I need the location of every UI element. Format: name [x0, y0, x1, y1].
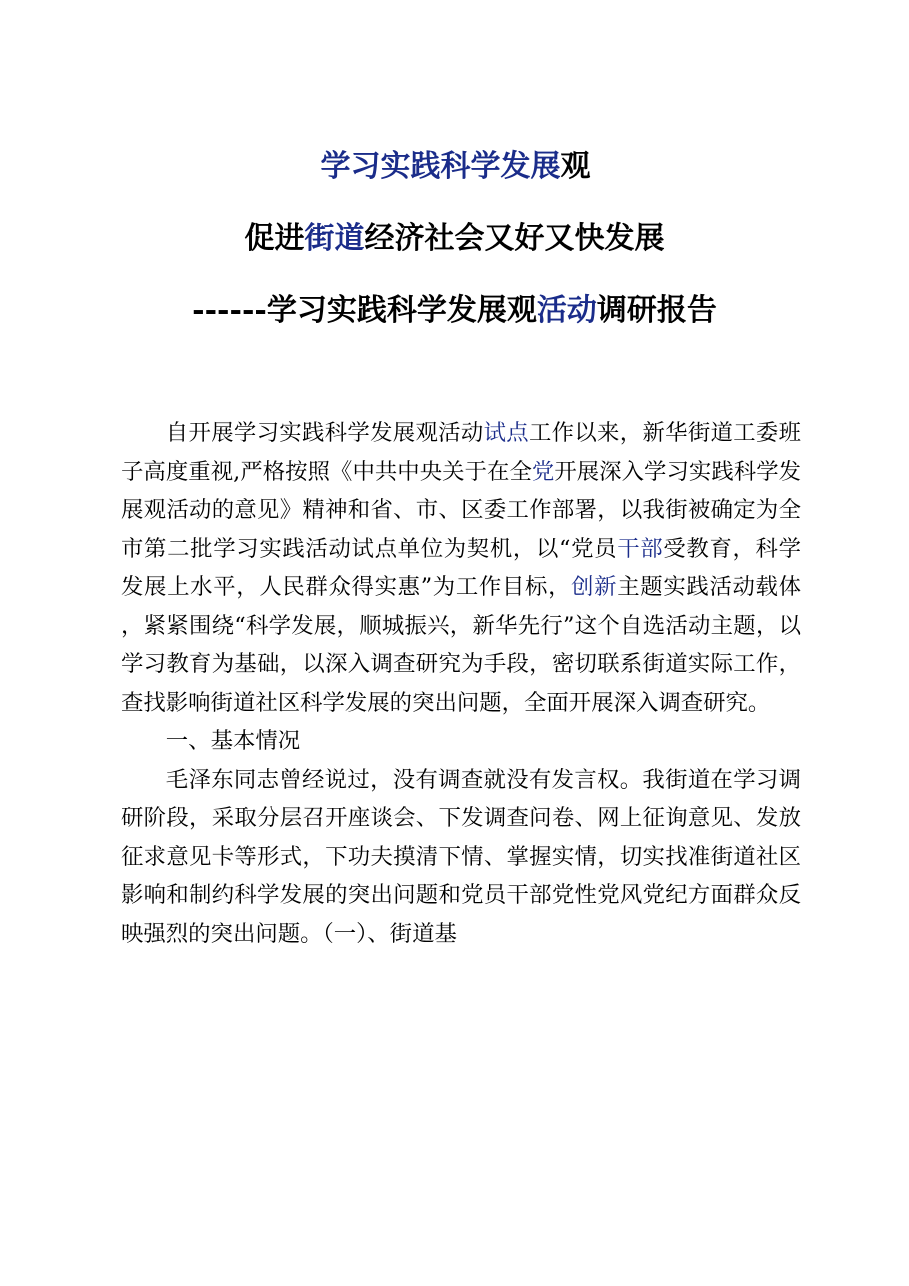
document-title	[0, 149, 909, 328]
para-3-seg-1: 毛泽东同志曾经说过，没有调查就没有发言权。我街道在学习调研阶段，采取分层召开座谈会、下发调查问卷、网上征询意见、发放征求意见卡等形式，下功夫摸清下情、掌握实情，切实找准街道社区影响和制约科学发展的突出问题和党员干部党性党风党纪方面群众反映强烈的突出问题。（一）、街道基	[121, 766, 801, 947]
para-1-seg-1: 自开展学习实践科学发展观活动	[165, 420, 484, 446]
paragraph-investigation	[121, 761, 801, 954]
title-line-2-seg-3: 经济社会又好又快发展	[364, 221, 665, 256]
title-line-3-seg-1: ------学习实践科学发展观	[192, 293, 537, 328]
title-line-3-seg-2: 活动	[536, 293, 597, 328]
para-1-seg-3: 工作以来，新华街道工委班子高度重视,严格按照《中共中央关于在全	[121, 420, 802, 485]
title-line-3-seg-3: 调研报告	[596, 293, 717, 328]
paragraph-intro	[121, 414, 801, 722]
para-2-seg-1: 一、基本情况	[165, 728, 301, 754]
para-1-seg-5: 开展深入学习实践科学发展观活动的意见》精神和省、市、区委工作部署，以我街被确定为全市第二批学习实践活动试点单位为契机，以“党员	[121, 458, 802, 562]
title-line-3	[0, 293, 909, 328]
title-line-1-seg-1: 学习实践科学发展	[320, 149, 561, 184]
document-body	[121, 414, 801, 953]
title-line-1-seg-2: 观	[560, 149, 591, 184]
para-1-seg-6: 干部	[617, 535, 664, 562]
title-line-2-seg-2: 街道	[304, 221, 365, 256]
para-1-seg-2: 试点	[483, 420, 529, 446]
para-1-seg-4: 党	[531, 458, 555, 485]
title-line-2-seg-1: 促进	[244, 221, 305, 256]
title-line-1	[0, 149, 909, 184]
para-1-seg-8: 创新	[571, 574, 618, 600]
title-line-2	[0, 221, 909, 256]
para-1-seg-7: 受教育，科学发展上水平，人民群众得实惠”为工作目标，	[121, 535, 802, 600]
para-1-seg-9: 主题实践活动载体，紧紧围绕“科学发展，顺城振兴，新华先行”这个自选活动主题，以学习教育为基础，以深入调查研究为手段，密切联系街道实际工作，查找影响街道社区科学发展的突出问题，全面开展深入调查研究。	[121, 574, 801, 716]
section-heading-basic-situation	[121, 722, 801, 761]
